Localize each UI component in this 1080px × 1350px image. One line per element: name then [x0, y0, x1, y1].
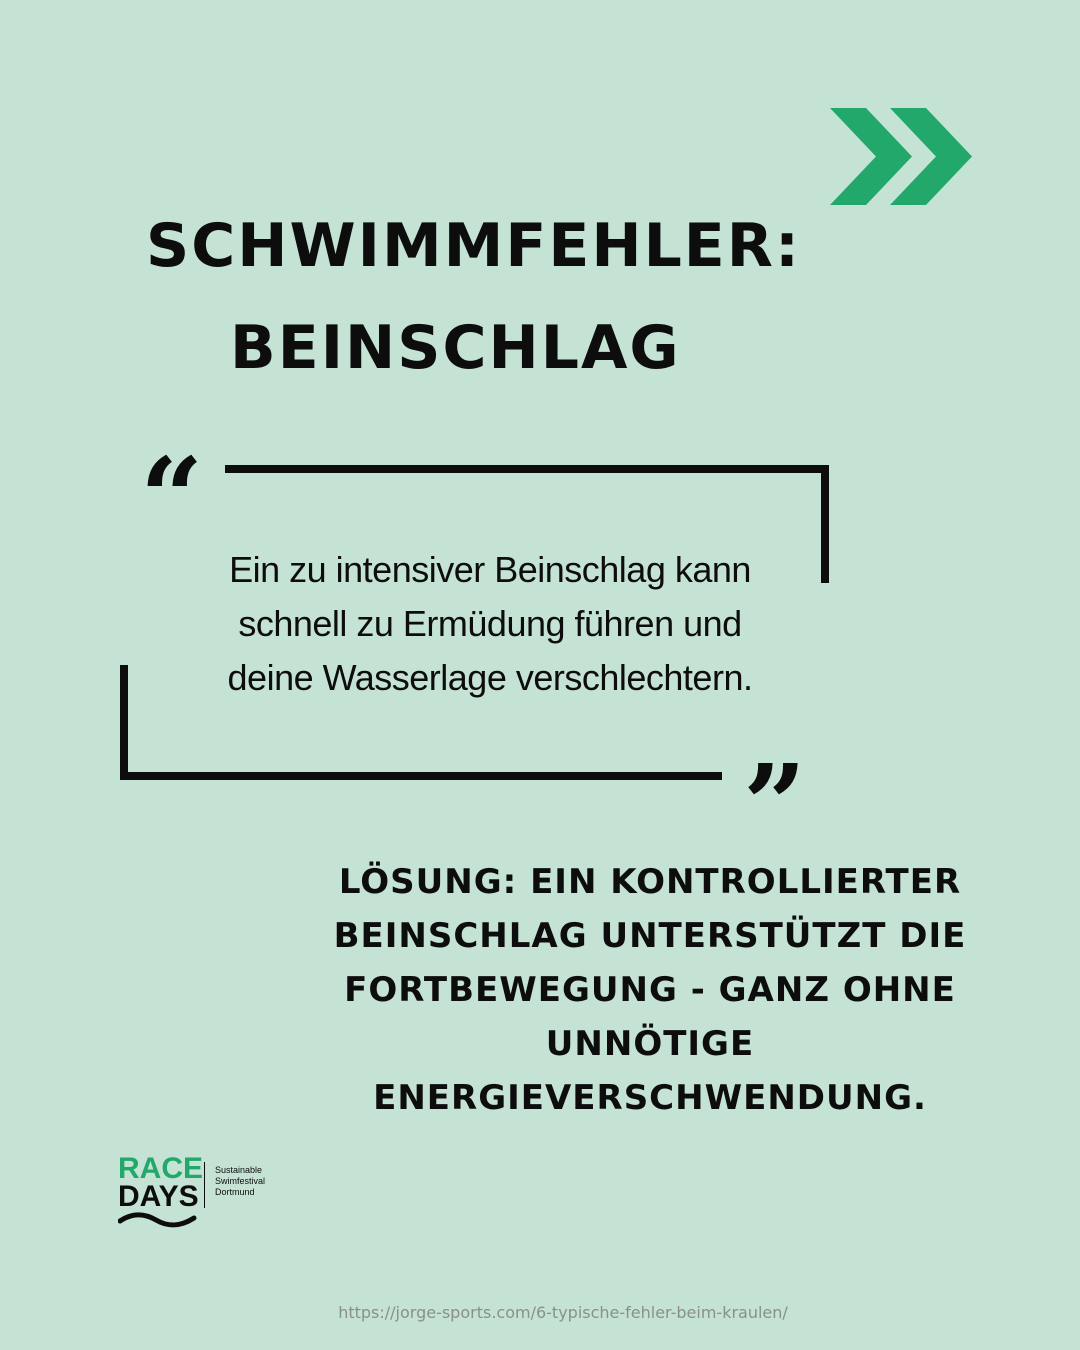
logo-tagline — [215, 1165, 265, 1198]
double-chevron-right-icon — [830, 108, 972, 205]
quote-text — [180, 543, 800, 705]
title-line-2: BEINSCHLAG — [230, 313, 681, 383]
open-quote-icon: “ — [140, 433, 204, 562]
source-url: https://jorge-sports.com/6-typische-fehler-beim-kraulen/ — [338, 1303, 788, 1322]
solution-line-1: LÖSUNG: EIN KONTROLLIERTER — [338, 862, 962, 902]
solution-text — [330, 855, 970, 1125]
title-line-1: SCHWIMMFEHLER: — [146, 211, 801, 281]
quote-line-2: schnell zu Ermüdung führen und — [238, 603, 742, 644]
solution-line-2: BEINSCHLAG UNTERSTÜTZT DIE — [333, 916, 967, 956]
wave-icon — [118, 1212, 198, 1228]
logo-tagline-2: Swimfestival — [215, 1176, 266, 1186]
solution-line-4: UNNÖTIGE — [545, 1024, 755, 1064]
logo-tagline-3: Dortmund — [215, 1187, 255, 1197]
solution-line-3: FORTBEWEGUNG - GANZ OHNE — [344, 970, 956, 1010]
logo-divider — [204, 1162, 205, 1208]
race-days-logo — [118, 1152, 278, 1234]
quote-line-1: Ein zu intensiver Beinschlag kann — [229, 549, 751, 590]
logo-word-days: DAYS — [118, 1180, 199, 1213]
solution-line-5: ENERGIEVERSCHWENDUNG. — [373, 1078, 927, 1118]
close-quote-icon: ” — [743, 740, 807, 869]
logo-tagline-1: Sustainable — [215, 1165, 263, 1175]
quote-line-3: deine Wasserlage verschlechtern. — [227, 657, 753, 698]
logo-word-race: RACE — [118, 1152, 204, 1185]
